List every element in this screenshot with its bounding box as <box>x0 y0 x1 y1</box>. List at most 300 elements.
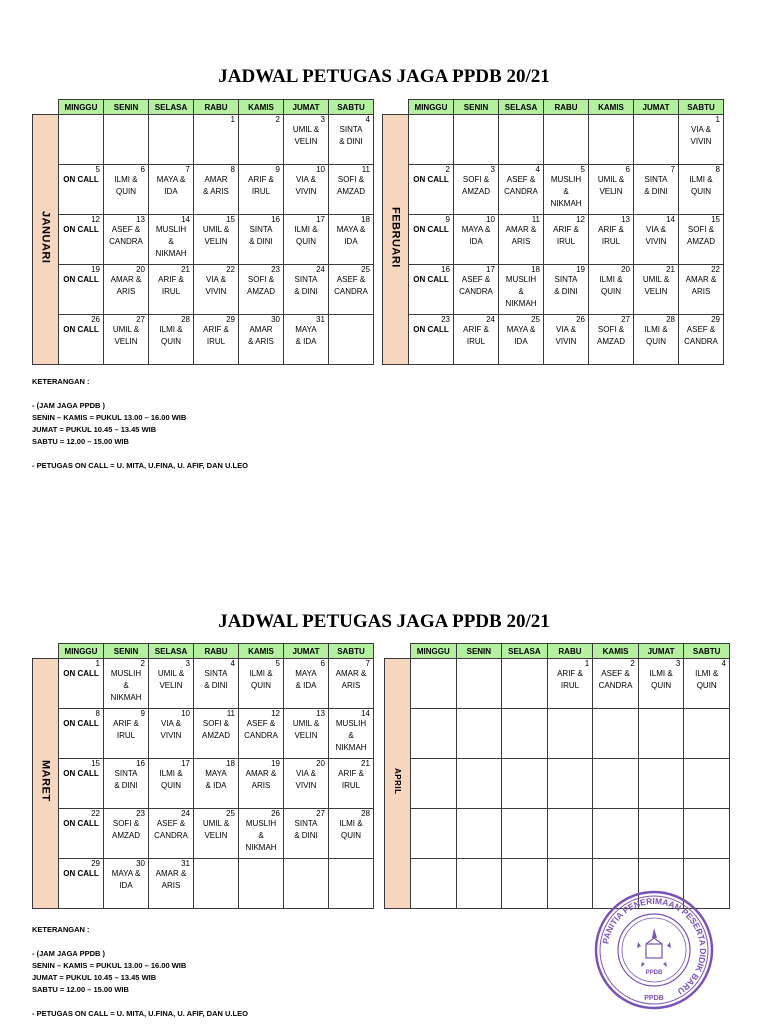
duty-names: UMIL & VELIN <box>202 819 230 840</box>
duty-names: ARIF & IRUL <box>553 225 579 246</box>
note-line <box>32 996 248 1008</box>
weekday-header: SELASA <box>502 644 548 659</box>
duty-names: AMAR & ARIS <box>155 869 187 890</box>
page-title: JADWAL PETUGAS JAGA PPDB 20/21 <box>218 66 550 87</box>
day-cell <box>239 859 284 909</box>
day-cell <box>679 115 724 165</box>
day-cell <box>684 709 730 759</box>
duty-names: SOFI & AMZAD <box>202 719 230 740</box>
on-call-label: ON CALL <box>63 275 99 284</box>
duty-names: ILMI & QUIN <box>695 669 719 690</box>
duty-names: UMIL & VELIN <box>157 669 185 690</box>
duty-names: AMAR & ARIS <box>248 325 274 346</box>
day-cell <box>149 165 194 215</box>
day-number: 22 <box>226 265 235 274</box>
day-cell <box>194 115 239 165</box>
day-cell <box>502 709 548 759</box>
day-number: 2 <box>275 115 280 124</box>
note-line <box>32 388 248 400</box>
on-call-label: ON CALL <box>63 669 99 678</box>
day-number: 16 <box>441 265 450 274</box>
day-number <box>454 115 498 124</box>
duty-names: AMAR & ARIS <box>110 275 142 296</box>
notes-section-repeat <box>32 924 248 1020</box>
header-spacer <box>33 100 59 115</box>
duty-names: VIA & VIVIN <box>555 325 577 346</box>
calendar-april <box>384 643 730 909</box>
day-number <box>548 709 593 718</box>
day-cell <box>638 659 684 709</box>
day-cell <box>456 859 502 909</box>
duty-names: ASEF & CANDRA <box>334 275 368 296</box>
day-number: 7 <box>185 165 190 174</box>
day-cell <box>59 859 104 909</box>
duty-names: VIA & VIVIN <box>295 175 317 196</box>
day-cell <box>239 115 284 165</box>
day-number: 9 <box>275 165 280 174</box>
calendar-februari <box>382 99 724 365</box>
note-line: - PETUGAS ON CALL = U. MITA, U.FINA, U. AFIF, DAN U.LEO <box>32 1009 248 1018</box>
day-number: 29 <box>226 315 235 324</box>
day-cell <box>589 315 634 365</box>
day-cell <box>194 659 239 709</box>
day-number: 11 <box>361 165 370 174</box>
header-spacer <box>33 644 59 659</box>
day-cell <box>149 809 194 859</box>
day-number: 5 <box>95 165 100 174</box>
day-number: 8 <box>715 165 720 174</box>
day-cell <box>544 265 589 315</box>
duty-names: SINTA & DINI <box>249 225 273 246</box>
duty-names: UMIL & VELIN <box>292 719 320 740</box>
day-number: 29 <box>711 315 720 324</box>
ppdb-stamp-logo <box>592 888 716 1012</box>
month-label-cell <box>33 115 59 365</box>
day-number: 4 <box>365 115 370 124</box>
day-number: 26 <box>271 809 280 818</box>
day-number: 6 <box>320 659 325 668</box>
duty-names: MUSLIH & NIKMAH <box>110 669 142 702</box>
on-call-label: ON CALL <box>63 819 99 828</box>
note-line: SABTU = 12.00 – 15.00 WIB <box>32 985 129 994</box>
day-cell <box>679 165 724 215</box>
note-line: JUMAT = PUKUL 10.45 – 13.45 WIB <box>32 973 157 982</box>
duty-names: ARIF & IRUL <box>248 175 274 196</box>
day-cell <box>59 315 104 365</box>
duty-names: MUSLIH & NIKMAH <box>550 175 582 208</box>
day-number: 3 <box>185 659 190 668</box>
day-number: 11 <box>531 215 540 224</box>
day-cell <box>239 315 284 365</box>
week-row <box>385 809 730 859</box>
day-cell <box>284 265 329 315</box>
day-cell <box>239 165 284 215</box>
duty-names: MAYA & IDA <box>336 225 366 246</box>
day-cell <box>638 759 684 809</box>
day-cell <box>329 859 374 909</box>
day-cell <box>284 859 329 909</box>
day-number: 17 <box>486 265 495 274</box>
weekday-header: RABU <box>544 100 589 115</box>
duty-names: ASEF & CANDRA <box>154 819 188 840</box>
duty-names: SOFI & AMZAD <box>597 325 625 346</box>
day-number <box>548 759 593 768</box>
day-number <box>639 759 684 768</box>
duty-names: MUSLIH & NIKMAH <box>505 275 537 308</box>
day-number: 28 <box>181 315 190 324</box>
week-row <box>33 759 374 809</box>
day-number: 25 <box>226 809 235 818</box>
day-cell <box>634 115 679 165</box>
day-cell <box>284 165 329 215</box>
day-number <box>593 809 638 818</box>
duty-names: ILMI & QUIN <box>599 275 623 296</box>
day-cell <box>149 709 194 759</box>
on-call-label: ON CALL <box>413 175 449 184</box>
day-cell <box>329 809 374 859</box>
duty-names: MAYA & IDA <box>295 325 317 346</box>
day-cell <box>239 759 284 809</box>
day-cell <box>684 809 730 859</box>
day-cell <box>547 659 593 709</box>
day-number: 5 <box>275 659 280 668</box>
day-number: 26 <box>91 315 100 324</box>
week-row <box>383 315 724 365</box>
duty-names: SINTA & DINI <box>114 769 138 790</box>
day-cell <box>329 709 374 759</box>
day-number: 7 <box>365 659 370 668</box>
day-cell <box>499 115 544 165</box>
week-row <box>383 165 724 215</box>
day-number: 3 <box>675 659 681 668</box>
week-row <box>33 809 374 859</box>
duty-names: UMIL & VELIN <box>202 225 230 246</box>
day-number <box>499 115 543 124</box>
day-number <box>411 809 456 818</box>
note-line: SENIN – KAMIS = PUKUL 13.00 – 16.00 WIB <box>32 961 187 970</box>
day-number: 23 <box>271 265 280 274</box>
weekday-header: MINGGU <box>59 644 104 659</box>
day-number: 14 <box>181 215 190 224</box>
day-number <box>548 859 593 868</box>
day-cell <box>409 215 454 265</box>
week-row <box>383 265 724 315</box>
day-cell <box>409 115 454 165</box>
day-cell <box>638 809 684 859</box>
day-number <box>457 809 502 818</box>
day-number: 23 <box>441 315 450 324</box>
duty-names: ILMI & QUIN <box>159 769 183 790</box>
day-number: 14 <box>666 215 675 224</box>
day-cell <box>59 165 104 215</box>
calendar-maret <box>32 643 374 909</box>
duty-names: ASEF & CANDRA <box>244 719 278 740</box>
month-label: APRIL <box>393 767 402 795</box>
day-number <box>239 859 283 868</box>
day-cell <box>104 215 149 265</box>
duty-names: ASEF & CANDRA <box>459 275 493 296</box>
duty-names: SINTA & DINI <box>339 125 363 146</box>
duty-names: ARIF & IRUL <box>338 769 364 790</box>
day-cell <box>593 809 639 859</box>
day-cell <box>59 659 104 709</box>
weekday-header: SABTU <box>329 100 374 115</box>
week-row <box>383 115 724 165</box>
day-number: 20 <box>621 265 630 274</box>
day-number: 10 <box>316 165 325 174</box>
day-cell <box>454 215 499 265</box>
day-number <box>639 809 684 818</box>
day-cell <box>499 265 544 315</box>
day-number: 3 <box>320 115 325 124</box>
day-cell <box>239 265 284 315</box>
day-number: 19 <box>91 265 100 274</box>
day-number: 12 <box>271 709 280 718</box>
day-number: 18 <box>361 215 370 224</box>
day-number: 22 <box>711 265 720 274</box>
month-label-cell <box>385 659 411 909</box>
duty-names: SOFI & AMZAD <box>247 275 275 296</box>
day-cell <box>454 315 499 365</box>
weekday-header: KAMIS <box>239 100 284 115</box>
day-cell <box>547 859 593 909</box>
day-number <box>59 115 103 124</box>
duty-names: AMAR & ARIS <box>203 175 229 196</box>
day-cell <box>593 659 639 709</box>
day-cell <box>239 809 284 859</box>
day-number: 20 <box>316 759 325 768</box>
duty-names: ILMI & QUIN <box>339 819 363 840</box>
day-cell <box>149 215 194 265</box>
day-number: 2 <box>445 165 450 174</box>
note-line: - (JAM JAGA PPDB ) <box>32 949 106 958</box>
stamp-ring-text: PANITIA PENERIMAAN PESERTA DIDIK BARU <box>600 895 709 997</box>
day-number: 5 <box>580 165 585 174</box>
day-number <box>502 759 547 768</box>
day-number: 1 <box>95 659 100 668</box>
day-number: 15 <box>226 215 235 224</box>
duty-names: SINTA & DINI <box>294 819 318 840</box>
day-cell <box>149 115 194 165</box>
duty-names: MAYA & IDA <box>205 769 227 790</box>
day-number: 9 <box>140 709 145 718</box>
day-cell <box>589 215 634 265</box>
duty-names: ARIF & IRUL <box>203 325 229 346</box>
day-cell <box>634 165 679 215</box>
duty-names: SINTA & DINI <box>644 175 668 196</box>
on-call-label: ON CALL <box>413 325 449 334</box>
on-call-label: ON CALL <box>413 275 449 284</box>
day-cell <box>499 315 544 365</box>
duty-names: ASEF & CANDRA <box>109 225 143 246</box>
day-cell <box>547 809 593 859</box>
duty-names: ILMI & QUIN <box>294 225 318 246</box>
day-cell <box>547 759 593 809</box>
duty-names: SINTA & DINI <box>294 275 318 296</box>
month-label: FEBRUARI <box>389 206 402 268</box>
day-number <box>329 315 373 324</box>
duty-names: UMIL & VELIN <box>597 175 625 196</box>
duty-names: SOFI & AMZAD <box>337 175 365 196</box>
day-cell <box>502 759 548 809</box>
day-cell <box>589 265 634 315</box>
day-cell <box>194 759 239 809</box>
day-number <box>457 859 502 868</box>
day-cell <box>149 265 194 315</box>
day-cell <box>409 315 454 365</box>
on-call-label: ON CALL <box>63 225 99 234</box>
month-label: JANUARI <box>39 210 52 264</box>
duty-names: MAYA & IDA <box>111 869 141 890</box>
day-number: 10 <box>181 709 190 718</box>
note-line: KETERANGAN : <box>32 925 90 934</box>
day-number <box>502 809 547 818</box>
day-number: 28 <box>666 315 675 324</box>
weekday-header: JUMAT <box>284 100 329 115</box>
day-number <box>684 859 729 868</box>
day-number <box>411 659 456 668</box>
duty-names: MAYA & IDA <box>156 175 186 196</box>
day-cell <box>194 709 239 759</box>
day-cell <box>589 165 634 215</box>
day-number: 3 <box>490 165 495 174</box>
weekday-header: SELASA <box>149 100 194 115</box>
week-row <box>383 215 724 265</box>
duty-names: ASEF & CANDRA <box>504 175 538 196</box>
day-cell <box>104 165 149 215</box>
day-number <box>634 115 678 124</box>
weekday-header: RABU <box>194 644 239 659</box>
day-cell <box>104 859 149 909</box>
day-cell <box>684 759 730 809</box>
day-cell <box>149 859 194 909</box>
day-number <box>457 759 502 768</box>
day-number: 21 <box>666 265 675 274</box>
day-cell <box>589 115 634 165</box>
duty-names: UMIL & VELIN <box>292 125 320 146</box>
day-number: 12 <box>91 215 100 224</box>
day-cell <box>329 165 374 215</box>
day-cell <box>284 809 329 859</box>
day-cell <box>239 215 284 265</box>
week-row <box>33 859 374 909</box>
day-cell <box>454 265 499 315</box>
duty-names: ARIF & IRUL <box>598 225 624 246</box>
day-cell <box>284 115 329 165</box>
day-cell <box>59 809 104 859</box>
day-number: 30 <box>136 859 145 868</box>
day-cell <box>239 709 284 759</box>
day-cell <box>239 659 284 709</box>
day-number: 12 <box>576 215 585 224</box>
day-cell <box>411 659 457 709</box>
day-cell <box>499 215 544 265</box>
weekday-header: SABTU <box>329 644 374 659</box>
day-number: 8 <box>95 709 100 718</box>
day-cell <box>104 809 149 859</box>
duty-names: UMIL & VELIN <box>112 325 140 346</box>
day-number <box>411 859 456 868</box>
day-number: 19 <box>576 265 585 274</box>
day-number: 27 <box>621 315 630 324</box>
day-cell <box>634 315 679 365</box>
day-cell <box>456 709 502 759</box>
day-number: 8 <box>230 165 235 174</box>
day-number <box>593 709 638 718</box>
day-cell <box>284 759 329 809</box>
day-cell <box>194 215 239 265</box>
day-number <box>194 859 238 868</box>
week-row <box>385 709 730 759</box>
duty-names: SOFI & AMZAD <box>462 175 490 196</box>
weekday-header: SENIN <box>454 100 499 115</box>
day-number <box>411 759 456 768</box>
weekday-header: SELASA <box>149 644 194 659</box>
weekday-header: SELASA <box>499 100 544 115</box>
weekday-header: KAMIS <box>589 100 634 115</box>
on-call-label: ON CALL <box>63 175 99 184</box>
day-cell <box>104 709 149 759</box>
day-cell <box>104 759 149 809</box>
day-number: 25 <box>531 315 540 324</box>
on-call-label: ON CALL <box>413 225 449 234</box>
duty-names: ARIF & IRUL <box>463 325 489 346</box>
weekday-header: KAMIS <box>593 644 639 659</box>
duty-names: ILMI & QUIN <box>644 325 668 346</box>
day-number <box>639 859 684 868</box>
day-number: 31 <box>181 859 190 868</box>
day-cell <box>634 215 679 265</box>
weekday-header: KAMIS <box>239 644 284 659</box>
day-cell <box>544 115 589 165</box>
day-number: 2 <box>140 659 145 668</box>
day-cell <box>194 809 239 859</box>
day-number: 9 <box>445 215 450 224</box>
duty-names: ILMI & QUIN <box>649 669 673 690</box>
weekday-header: MINGGU <box>411 644 457 659</box>
duty-names: ILMI & QUIN <box>114 175 138 196</box>
day-cell <box>679 265 724 315</box>
day-number: 31 <box>316 315 325 324</box>
weekday-header: RABU <box>194 100 239 115</box>
day-cell <box>411 709 457 759</box>
weekday-header-row <box>33 644 374 659</box>
duty-names: AMAR & ARIS <box>685 275 717 296</box>
day-cell <box>59 759 104 809</box>
day-number <box>593 759 638 768</box>
duty-names: MUSLIH & NIKMAH <box>335 719 367 752</box>
weekday-header: JUMAT <box>284 644 329 659</box>
duty-names: MAYA & IDA <box>461 225 491 246</box>
duty-names: MUSLIH & NIKMAH <box>245 819 277 852</box>
day-number <box>104 115 148 124</box>
duty-names: VIA & VIVIN <box>645 225 667 246</box>
day-number: 27 <box>316 809 325 818</box>
day-cell <box>456 759 502 809</box>
stamp-center-text: PPDB <box>645 970 663 976</box>
day-cell <box>104 115 149 165</box>
week-row <box>33 165 374 215</box>
note-line: JUMAT = PUKUL 10.45 – 13.45 WIB <box>32 425 157 434</box>
weekday-header: MINGGU <box>59 100 104 115</box>
day-cell <box>104 315 149 365</box>
day-cell <box>502 659 548 709</box>
month-label-cell <box>33 659 59 909</box>
day-cell <box>411 809 457 859</box>
day-number: 18 <box>531 265 540 274</box>
day-number: 16 <box>271 215 280 224</box>
day-cell <box>149 315 194 365</box>
